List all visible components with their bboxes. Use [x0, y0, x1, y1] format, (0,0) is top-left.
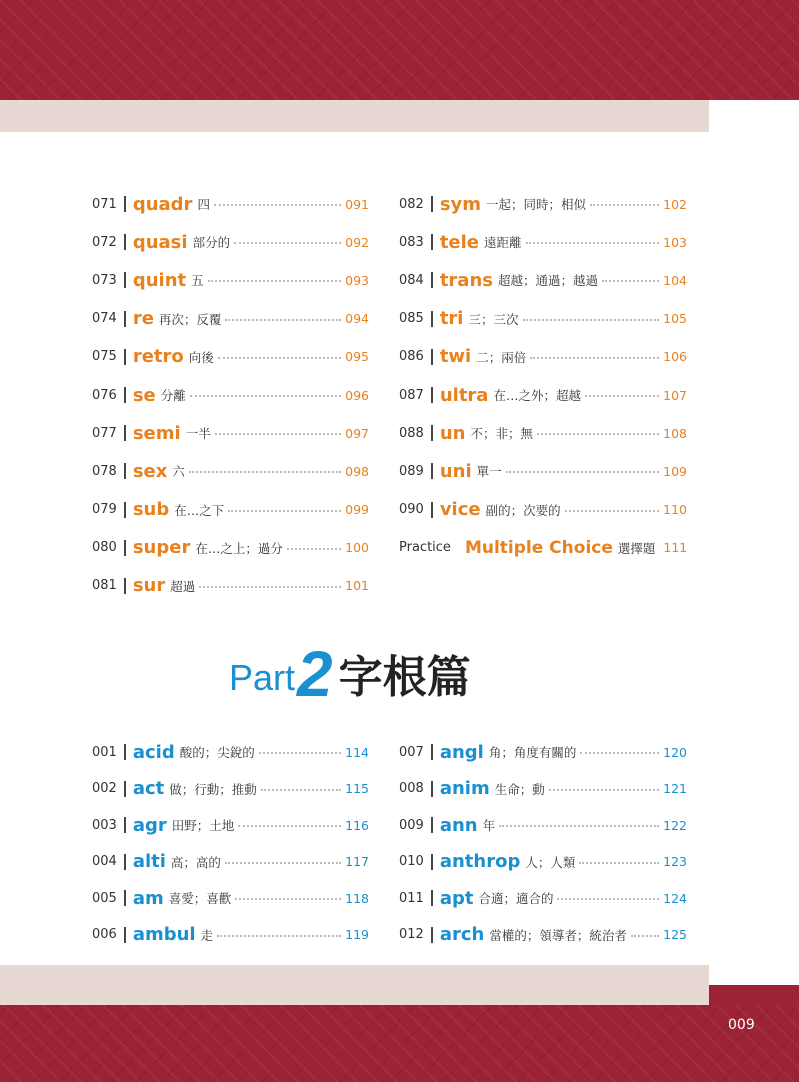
separator — [431, 817, 433, 833]
dot-leader — [585, 395, 659, 397]
entry-meaning: 在…之上；過分 — [195, 540, 283, 556]
toc-entry[interactable] — [92, 338, 369, 376]
dot-leader — [217, 935, 341, 937]
dot-leader — [526, 242, 660, 244]
toc-entry[interactable] — [92, 185, 369, 223]
separator — [124, 425, 126, 441]
entry-meaning: 五 — [191, 273, 204, 289]
practice-page: 111 — [663, 540, 688, 556]
entry-number: 004 — [92, 854, 117, 870]
separator — [124, 196, 126, 212]
practice-meaning: 選擇題 — [617, 540, 656, 556]
entry-meaning: 副的；次要的 — [485, 502, 561, 518]
entry-number: 006 — [92, 927, 117, 943]
entry-term: super — [132, 537, 191, 559]
entry-term: sex — [132, 460, 168, 482]
entry-number: 081 — [92, 578, 117, 594]
page-number: 009 — [728, 1017, 755, 1033]
entry-page: 119 — [345, 927, 369, 943]
entry-meaning: 做；行動；推動 — [169, 781, 257, 797]
entry-page: 108 — [663, 425, 687, 441]
entry-page: 101 — [345, 578, 369, 594]
entry-meaning: 角；角度有關的 — [488, 745, 577, 761]
dot-leader — [228, 510, 341, 512]
separator — [431, 890, 433, 906]
entry-meaning: 超越；通過；越過 — [497, 273, 598, 289]
toc-entry[interactable] — [92, 567, 369, 605]
entry-page: 093 — [345, 272, 369, 288]
separator — [431, 311, 433, 327]
entry-page: 092 — [345, 234, 369, 250]
practice-entry[interactable] — [399, 529, 687, 567]
toc-entry[interactable] — [92, 880, 369, 917]
part-heading — [229, 636, 471, 710]
entry-term: anthrop — [439, 851, 521, 873]
entry-page: 124 — [663, 890, 687, 906]
separator — [124, 781, 126, 797]
dot-leader — [214, 204, 341, 206]
entry-meaning: 六 — [172, 464, 185, 480]
entry-meaning: 分離 — [160, 388, 186, 404]
entry-meaning: 單一 — [476, 464, 502, 480]
entry-number: 087 — [399, 387, 424, 403]
entry-meaning: 再次；反覆 — [158, 311, 222, 327]
entry-term: ann — [439, 814, 478, 836]
dot-leader — [537, 433, 659, 435]
dot-leader — [225, 862, 341, 864]
separator — [124, 463, 126, 479]
separator — [431, 349, 433, 365]
part1-right-column — [399, 185, 687, 567]
separator — [431, 463, 433, 479]
entry-number: 073 — [92, 272, 117, 288]
entry-term: sym — [439, 193, 482, 215]
entry-page: 118 — [345, 890, 369, 906]
dot-leader — [523, 319, 660, 321]
dot-leader — [499, 825, 659, 827]
entry-page: 117 — [345, 854, 369, 870]
entry-number: 012 — [399, 927, 424, 943]
separator — [124, 502, 126, 518]
entry-page: 120 — [663, 744, 687, 760]
entry-term: arch — [439, 924, 485, 946]
separator — [124, 540, 126, 556]
entry-number: 078 — [92, 463, 117, 479]
entry-page: 099 — [345, 502, 369, 518]
entry-page: 116 — [345, 817, 369, 833]
toc-entry[interactable] — [92, 261, 369, 299]
footer-band — [0, 1005, 799, 1082]
entry-page: 098 — [345, 463, 369, 479]
entry-term: sur — [132, 575, 166, 597]
separator — [431, 196, 433, 212]
entry-term: se — [132, 384, 156, 406]
entry-page: 096 — [345, 387, 369, 403]
entry-number: 082 — [399, 196, 424, 212]
entry-term: acid — [132, 741, 175, 763]
separator — [124, 927, 126, 943]
separator — [124, 349, 126, 365]
entry-meaning: 部分的 — [192, 235, 231, 251]
dot-leader — [579, 862, 659, 864]
dot-leader — [549, 789, 659, 791]
entry-term: re — [132, 308, 154, 330]
entry-page: 114 — [345, 744, 369, 760]
part-title: 字根篇 — [338, 652, 471, 703]
entry-term: agr — [132, 814, 167, 836]
separator — [124, 744, 126, 760]
entry-meaning: 合適；適合的 — [478, 891, 554, 907]
entry-number: 076 — [92, 387, 117, 403]
toc-entry[interactable] — [399, 452, 687, 490]
entry-page: 091 — [345, 196, 369, 212]
toc-entry[interactable] — [399, 807, 687, 844]
entry-page: 100 — [345, 540, 369, 556]
toc-entry[interactable] — [92, 491, 369, 529]
entry-term: quadr — [132, 193, 193, 215]
dot-leader — [199, 586, 341, 588]
entry-meaning: 在…之外；超越 — [493, 388, 581, 404]
entry-number: 075 — [92, 349, 117, 365]
entry-term: quasi — [132, 231, 188, 253]
entry-number: 088 — [399, 425, 424, 441]
separator — [431, 927, 433, 943]
dot-leader — [530, 357, 659, 359]
footer-band-corner — [709, 985, 799, 1005]
entry-page: 095 — [345, 349, 369, 365]
entry-number: 084 — [399, 272, 424, 288]
part2-right-column — [399, 734, 687, 953]
toc-entry[interactable] — [399, 223, 687, 261]
entry-term: sub — [132, 499, 170, 521]
dot-leader — [215, 433, 341, 435]
entry-number: 009 — [399, 817, 424, 833]
entry-number: 005 — [92, 890, 117, 906]
entry-page: 121 — [663, 781, 687, 797]
entry-page: 125 — [663, 927, 687, 943]
toc-entry[interactable] — [399, 917, 687, 954]
toc-entry[interactable] — [399, 414, 687, 452]
separator — [431, 781, 433, 797]
toc-entry[interactable] — [399, 185, 687, 223]
entry-number: 008 — [399, 781, 424, 797]
entry-number: 001 — [92, 744, 117, 760]
entry-term: act — [132, 778, 165, 800]
entry-meaning: 一半 — [185, 426, 211, 442]
entry-page: 110 — [663, 502, 687, 518]
part1-left-column — [92, 185, 369, 605]
toc-entry[interactable] — [92, 844, 369, 881]
dot-leader — [259, 752, 341, 754]
separator — [124, 387, 126, 403]
entry-meaning: 走 — [200, 927, 214, 943]
entry-meaning: 生命；動 — [494, 781, 545, 797]
entry-number: 080 — [92, 540, 117, 556]
practice-label: Practice — [399, 540, 451, 556]
entry-number: 083 — [399, 234, 424, 250]
entry-number: 010 — [399, 854, 424, 870]
toc-entry[interactable] — [92, 807, 369, 844]
toc-entry[interactable] — [92, 771, 369, 808]
entry-number: 071 — [92, 196, 117, 212]
part-word: Part — [229, 657, 296, 698]
entry-meaning: 高；高的 — [170, 854, 221, 870]
part2-left-column — [92, 734, 369, 953]
entry-term: vice — [439, 499, 481, 521]
entry-page: 109 — [663, 463, 687, 479]
toc-entry[interactable] — [399, 771, 687, 808]
separator — [124, 272, 126, 288]
toc-entry[interactable] — [399, 491, 687, 529]
entry-page: 105 — [663, 311, 687, 327]
entry-meaning: 田野；土地 — [171, 818, 235, 834]
entry-term: ambul — [132, 924, 196, 946]
entry-term: retro — [132, 346, 184, 368]
entry-number: 090 — [399, 502, 424, 518]
separator — [124, 854, 126, 870]
separator — [431, 744, 433, 760]
dot-leader — [234, 242, 341, 244]
dot-leader — [287, 548, 341, 550]
entry-term: tele — [439, 231, 480, 253]
entry-term: am — [132, 887, 164, 909]
entry-meaning: 在…之下 — [174, 502, 225, 518]
separator — [124, 234, 126, 250]
entry-page: 122 — [663, 817, 687, 833]
toc-entry[interactable] — [399, 734, 687, 771]
toc-entry[interactable] — [92, 529, 369, 567]
toc-entry[interactable] — [92, 376, 369, 414]
entry-page: 106 — [663, 349, 687, 365]
part-number: 2 — [297, 638, 333, 710]
toc-entry[interactable] — [399, 338, 687, 376]
entry-meaning: 人；人類 — [525, 854, 576, 870]
toc-entry[interactable] — [92, 734, 369, 771]
entry-page: 103 — [663, 234, 687, 250]
separator — [124, 817, 126, 833]
toc-entry[interactable] — [92, 300, 369, 338]
dot-leader — [565, 510, 660, 512]
entry-term: trans — [439, 269, 493, 291]
entry-meaning: 三；三次 — [468, 311, 519, 327]
entry-number: 077 — [92, 425, 117, 441]
entry-page: 102 — [663, 196, 687, 212]
dot-leader — [235, 898, 341, 900]
separator — [124, 890, 126, 906]
dot-leader — [261, 789, 341, 791]
entry-term: twi — [439, 346, 472, 368]
toc-entry[interactable] — [92, 223, 369, 261]
header-band — [0, 0, 799, 100]
entry-term: quint — [132, 269, 187, 291]
separator — [124, 578, 126, 594]
dot-leader — [580, 752, 659, 754]
dot-leader — [225, 319, 341, 321]
entry-term: apt — [439, 887, 474, 909]
entry-page: 094 — [345, 311, 369, 327]
toc-entry[interactable] — [92, 452, 369, 490]
dot-leader — [631, 935, 659, 937]
dot-leader — [602, 280, 659, 282]
entry-term: angl — [439, 741, 484, 763]
entry-number: 002 — [92, 781, 117, 797]
entry-meaning: 超過 — [170, 578, 196, 594]
toc-entry[interactable] — [399, 844, 687, 881]
entry-number: 003 — [92, 817, 117, 833]
dot-leader — [190, 395, 341, 397]
entry-meaning: 向後 — [188, 349, 214, 365]
entry-term: tri — [439, 308, 464, 330]
entry-term: ultra — [439, 384, 489, 406]
entry-term: un — [439, 422, 466, 444]
entry-meaning: 一起；同時；相似 — [486, 197, 587, 213]
entry-meaning: 年 — [482, 818, 496, 834]
entry-number: 085 — [399, 311, 424, 327]
separator — [431, 272, 433, 288]
entry-meaning: 遠距離 — [484, 235, 522, 251]
entry-page: 097 — [345, 425, 369, 441]
toc-entry[interactable] — [399, 300, 687, 338]
entry-page: 123 — [663, 854, 687, 870]
separator — [431, 502, 433, 518]
dot-leader — [506, 471, 659, 473]
footer-strip — [0, 965, 709, 1005]
dot-leader — [590, 204, 659, 206]
entry-term: uni — [439, 460, 472, 482]
entry-page: 107 — [663, 387, 687, 403]
entry-number: 007 — [399, 744, 424, 760]
practice-term: Multiple Choice — [464, 537, 613, 558]
entry-number: 089 — [399, 463, 424, 479]
entry-term: alti — [132, 851, 166, 873]
header-strip — [0, 100, 709, 132]
dot-leader — [218, 357, 341, 359]
entry-number: 079 — [92, 502, 117, 518]
separator — [431, 854, 433, 870]
entry-meaning: 不；非；無 — [470, 426, 533, 442]
toc-entry[interactable] — [92, 917, 369, 954]
entry-number: 011 — [399, 890, 424, 906]
dot-leader — [238, 825, 341, 827]
entry-term: semi — [132, 422, 181, 444]
toc-entry[interactable] — [399, 261, 687, 299]
entry-meaning: 酸的；尖銳的 — [179, 745, 255, 761]
separator — [124, 311, 126, 327]
entry-meaning: 當權的；領導者；統治者 — [489, 927, 627, 943]
entry-number: 086 — [399, 349, 424, 365]
entry-meaning: 四 — [197, 197, 210, 213]
dot-leader — [189, 471, 341, 473]
separator — [431, 425, 433, 441]
toc-entry[interactable] — [399, 880, 687, 917]
entry-page: 104 — [663, 272, 687, 288]
dot-leader — [208, 280, 342, 282]
entry-meaning: 二；兩倍 — [476, 349, 527, 365]
toc-entry[interactable] — [399, 376, 687, 414]
entry-term: anim — [439, 778, 490, 800]
entry-number: 072 — [92, 234, 117, 250]
entry-number: 074 — [92, 311, 117, 327]
entry-meaning: 喜愛；喜歡 — [168, 891, 232, 907]
separator — [431, 234, 433, 250]
toc-entry[interactable] — [92, 414, 369, 452]
dot-leader — [557, 898, 659, 900]
separator — [431, 387, 433, 403]
entry-page: 115 — [345, 781, 369, 797]
